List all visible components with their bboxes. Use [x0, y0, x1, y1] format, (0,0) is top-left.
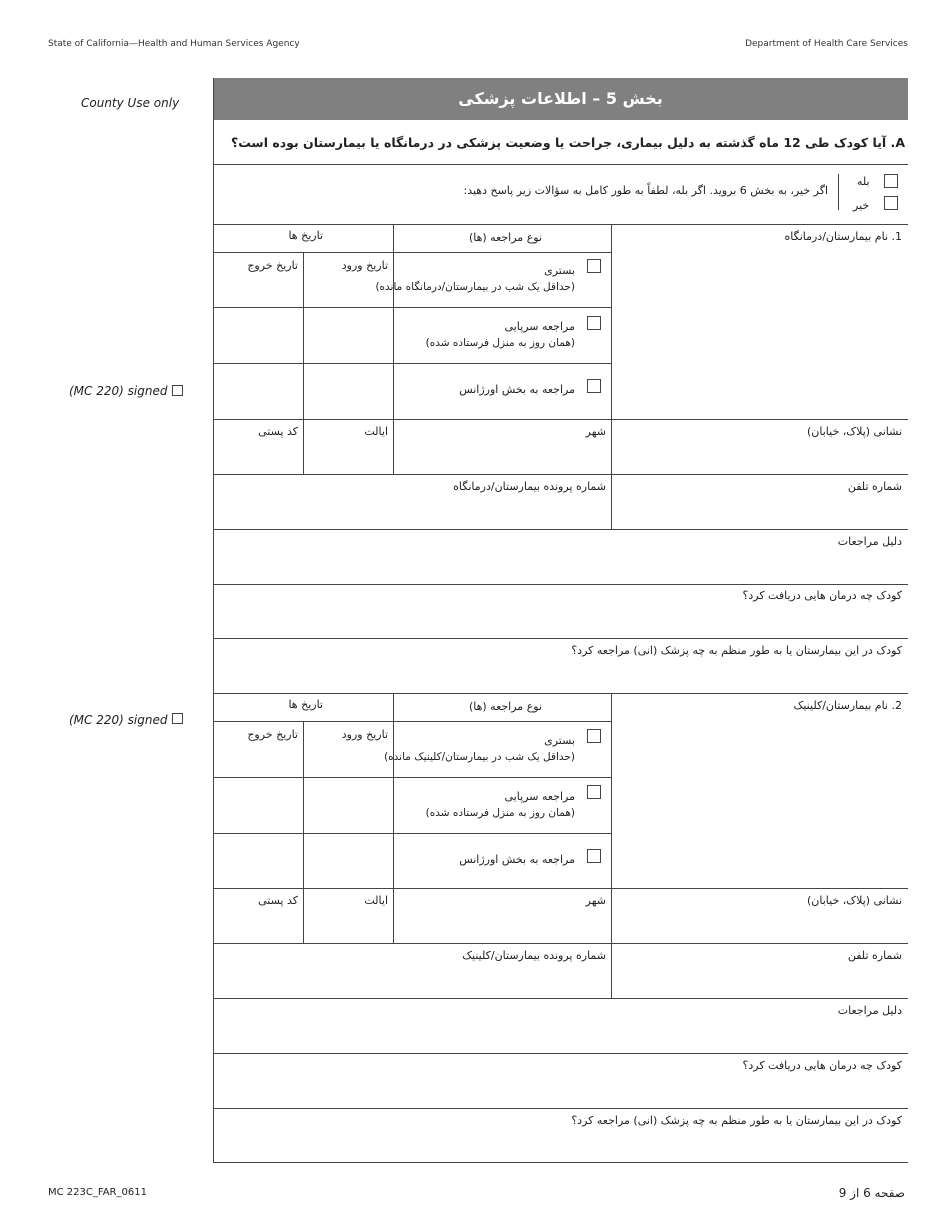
- outpatient-label: مراجعه سرپایی: [504, 320, 575, 333]
- record-number-label: شماره پرونده بیمارستان/درمانگاه: [453, 480, 606, 493]
- emergency-checkbox[interactable]: [587, 379, 601, 393]
- phone-label: شماره تلفن: [847, 480, 902, 493]
- dates-header: تاریخ ها: [288, 698, 323, 711]
- outpatient-label: مراجعه سرپایی: [504, 790, 575, 803]
- treatments-label: کودک چه درمان هایی دریافت کرد؟: [742, 589, 902, 602]
- outpatient-checkbox[interactable]: [587, 785, 601, 799]
- date-in-label: تاریخ ورود: [341, 728, 388, 741]
- mc220-checkbox[interactable]: [172, 385, 183, 396]
- hospital-name-label: 1. نام بیمارستان/درمانگاه: [784, 230, 902, 243]
- section-title-bar: [213, 78, 908, 120]
- visit-type-header: نوع مراجعه (ها): [468, 700, 542, 713]
- instruction-text: اگر خیر، به بخش 6 بروید. اگر بله، لطفاً به طور کامل به سؤالات زیر پاسخ دهید:: [463, 184, 828, 197]
- yes-checkbox[interactable]: [884, 174, 898, 188]
- no-checkbox[interactable]: [884, 196, 898, 210]
- emergency-checkbox[interactable]: [587, 849, 601, 863]
- section-title: بخش 5 – اطلاعات پزشکی: [458, 89, 663, 108]
- question-a: A. آیا کودک طی 12 ماه گذشته به دلیل بیماری، جراحت یا وضعیت پزشکی در درمانگاه یا بیمارستان بوده است؟: [230, 135, 905, 150]
- emergency-label: مراجعه به بخش اورژانس: [459, 853, 575, 866]
- page-number: صفحه 6 از 9: [838, 1186, 905, 1200]
- doctors-label: کودک در این بیمارستان یا به طور منظم به چه پزشک (انی) مراجعه کرد؟: [571, 644, 902, 657]
- dates-header: تاریخ ها: [288, 229, 323, 242]
- yes-label: بله: [857, 175, 870, 188]
- date-in-label: تاریخ ورود: [341, 259, 388, 272]
- treatments-label: کودک چه درمان هایی دریافت کرد؟: [742, 1059, 902, 1072]
- no-label: خیر: [853, 199, 870, 212]
- inpatient-note: (حداقل یک شب در بیمارستان/کلینیک مانده): [384, 751, 575, 763]
- phone-label: شماره تلفن: [847, 949, 902, 962]
- zip-label: کد پستی: [258, 894, 298, 907]
- inpatient-label: بستری: [544, 264, 575, 277]
- inpatient-note: (حداقل یک شب در بیمارستان/درمانگاه مانده): [375, 281, 575, 293]
- city-label: شهر: [585, 425, 606, 438]
- inpatient-checkbox[interactable]: [587, 259, 601, 273]
- emergency-label: مراجعه به بخش اورژانس: [459, 383, 575, 396]
- mc220-label: (MC 220) signed: [69, 713, 168, 727]
- form-code: MC 223C_FAR_0611: [48, 1187, 147, 1198]
- doctors-label: کودک در این بیمارستان یا به طور منظم به چه پزشک (انی) مراجعه کرد؟: [571, 1114, 902, 1127]
- outpatient-note: (همان روز به منزل فرستاده شده): [425, 807, 575, 819]
- mc220-checkbox[interactable]: [172, 713, 183, 724]
- inpatient-label: بستری: [544, 734, 575, 747]
- state-label: ایالت: [364, 425, 388, 438]
- zip-label: کد پستی: [258, 425, 298, 438]
- reason-label: دلیل مراجعات: [837, 535, 902, 548]
- visit-type-header: نوع مراجعه (ها): [468, 231, 542, 244]
- record-number-label: شماره پرونده بیمارستان/کلینیک: [462, 949, 606, 962]
- address-label: نشانی (پلاک، خیابان): [806, 894, 902, 907]
- county-use-label: County Use only: [81, 96, 180, 110]
- outpatient-note: (همان روز به منزل فرستاده شده): [425, 337, 575, 349]
- city-label: شهر: [585, 894, 606, 907]
- date-out-label: تاریخ خروج: [247, 728, 298, 741]
- inpatient-checkbox[interactable]: [587, 729, 601, 743]
- hospital-name-label: 2. نام بیمارستان/کلینیک: [793, 699, 902, 712]
- mc220-label: (MC 220) signed: [69, 384, 168, 398]
- date-out-label: تاریخ خروج: [247, 259, 298, 272]
- agency-name: State of California—Health and Human Services Agency: [48, 39, 300, 49]
- outpatient-checkbox[interactable]: [587, 316, 601, 330]
- reason-label: دلیل مراجعات: [837, 1004, 902, 1017]
- state-label: ایالت: [364, 894, 388, 907]
- address-label: نشانی (پلاک، خیابان): [806, 425, 902, 438]
- department-name: Department of Health Care Services: [745, 39, 908, 49]
